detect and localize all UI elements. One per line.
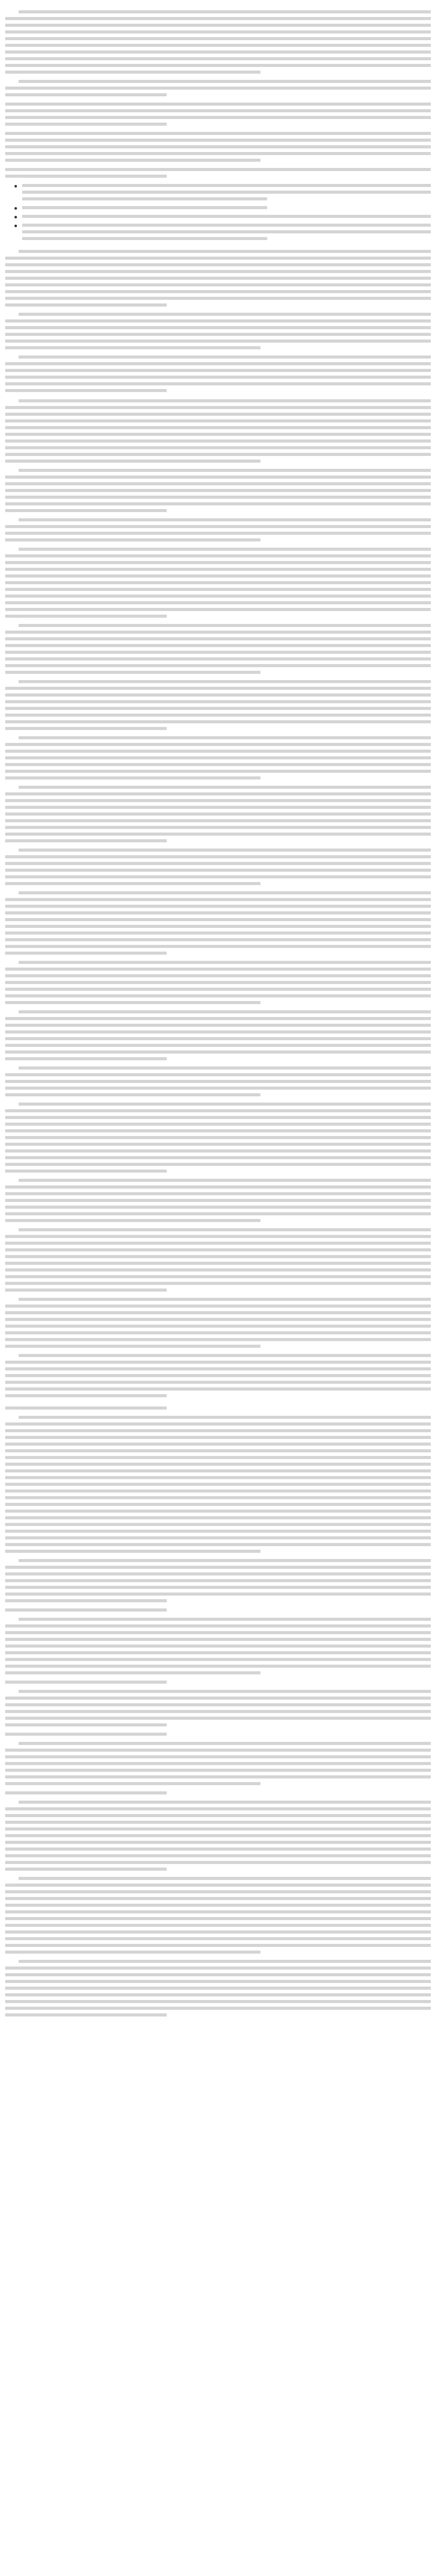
list-item (5, 224, 431, 244)
paragraph (5, 1228, 431, 1292)
paragraph (5, 680, 431, 730)
paragraph (5, 1066, 431, 1096)
paragraph (5, 1877, 431, 1954)
paragraph (5, 1608, 431, 1612)
paragraph (5, 624, 431, 674)
paragraph (5, 250, 431, 307)
paragraph (5, 1801, 431, 1871)
bullet-icon (14, 207, 17, 210)
paragraph (5, 1179, 431, 1222)
paragraph (5, 786, 431, 842)
paragraph (5, 1416, 431, 1553)
paragraph (5, 1406, 431, 1410)
paragraph (5, 469, 431, 512)
bullet-icon (14, 216, 17, 218)
paragraph (5, 1559, 431, 1602)
paragraph (5, 1681, 431, 1684)
bullet-icon (14, 225, 17, 227)
intro-paragraph (5, 10, 431, 74)
paragraph (5, 1791, 431, 1794)
paragraph (5, 548, 431, 618)
paragraph (5, 103, 431, 126)
paragraph (5, 1960, 431, 2016)
paragraph (5, 168, 431, 178)
paragraph (5, 1690, 431, 1726)
paragraph (5, 1103, 431, 1173)
list-item (5, 184, 431, 204)
paragraph (5, 132, 431, 162)
paragraph (5, 1010, 431, 1060)
paragraph (5, 80, 431, 96)
paragraph (5, 399, 431, 463)
paragraph (5, 891, 431, 955)
paragraph (5, 1618, 431, 1674)
paragraph (5, 961, 431, 1004)
list-item (5, 215, 431, 222)
paragraph (5, 736, 431, 779)
bullet-icon (14, 185, 17, 188)
bullet-list (5, 184, 431, 244)
paragraph (5, 1298, 431, 1348)
paragraph (5, 849, 431, 885)
paragraph (5, 1733, 431, 1736)
paragraph (5, 1354, 431, 1397)
paragraph (5, 1742, 431, 1785)
paragraph (5, 313, 431, 349)
list-item (5, 206, 431, 213)
paragraph (5, 355, 431, 392)
paragraph (5, 518, 431, 541)
